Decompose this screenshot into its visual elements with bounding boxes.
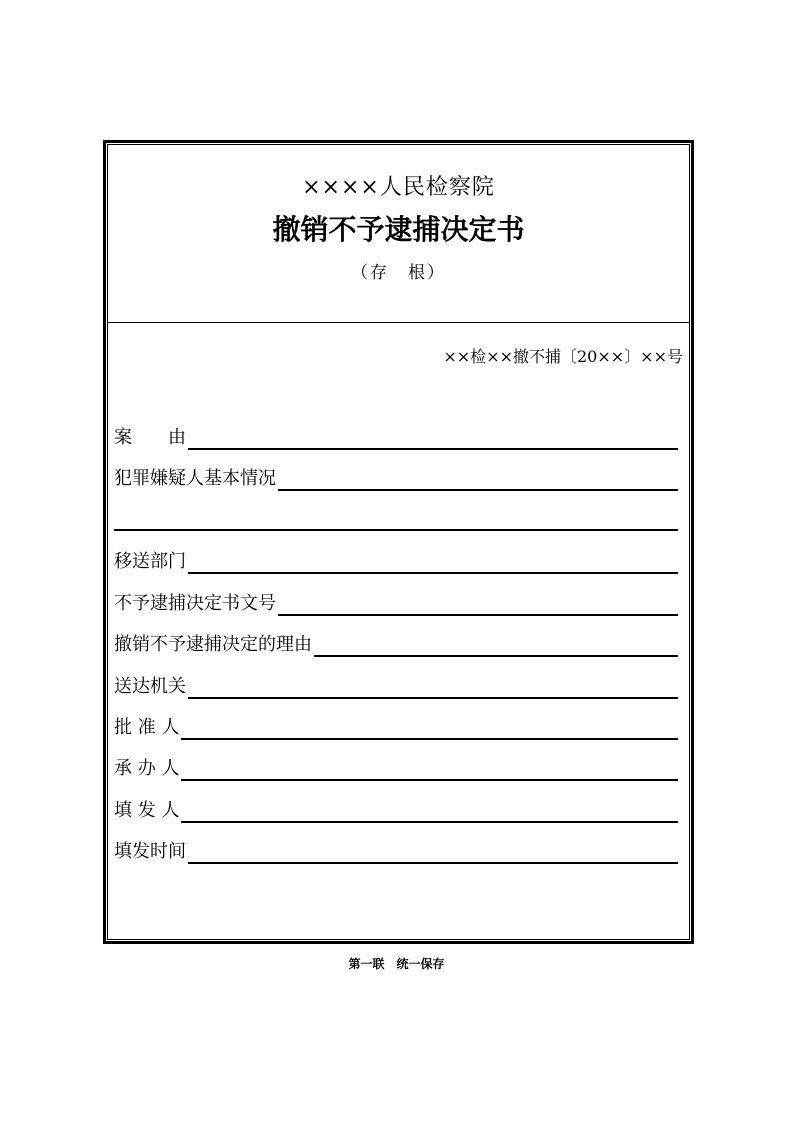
transfer-dept-field [114,544,678,574]
header-divider [107,322,690,323]
revoke-reason-label: 撤销不予逮捕决定的理由 [114,634,312,655]
suspect-info-field [114,461,678,491]
issue-time-field [114,834,678,864]
handler-label: 承 办 人 [114,758,180,779]
case-reason-field [114,420,678,450]
transfer-dept-input-line[interactable] [188,550,678,574]
case-reason-input-line[interactable] [188,426,678,450]
case-reason-label: 案 由 [114,427,186,448]
suspect-info-input-line[interactable] [278,467,678,491]
approver-label: 批 准 人 [114,717,180,738]
suspect-info-label: 犯罪嫌疑人基本情况 [114,468,276,489]
transfer-dept-label: 移送部门 [114,551,186,572]
decision-doc-number-input-line[interactable] [278,592,678,616]
delivery-agency-input-line[interactable] [188,675,678,699]
revoke-reason-input-line[interactable] [314,633,678,657]
document-number: ××检××撤不捕〔20××〕××号 [443,347,683,366]
decision-doc-number-field [114,586,678,616]
issuer-field [114,793,678,823]
suspect-info-continuation-line[interactable] [114,529,678,531]
delivery-agency-label: 送达机关 [114,676,186,697]
decision-doc-number-label: 不予逮捕决定书文号 [114,593,276,614]
approver-field [114,710,678,740]
issuer-label: 填 发 人 [114,800,180,821]
handler-field [114,751,678,781]
organization-name: ××××人民检察院 [302,175,495,200]
document-subtitle: （存 根） [351,263,446,283]
issue-time-input-line[interactable] [188,840,678,864]
document-title: 撤销不予逮捕决定书 [272,213,525,246]
approver-input-line[interactable] [181,716,678,740]
delivery-agency-field [114,669,678,699]
issue-time-label: 填发时间 [114,841,186,862]
issuer-input-line[interactable] [181,799,678,823]
revoke-reason-field [114,627,678,657]
footer-note: 第一联 统一保存 [348,957,445,971]
handler-input-line[interactable] [181,757,678,781]
